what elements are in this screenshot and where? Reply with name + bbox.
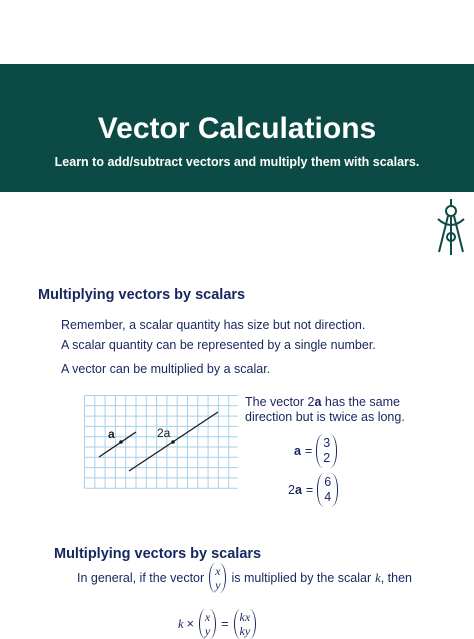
vec-2a-column — [317, 473, 338, 507]
vec-2a-coef: 2 — [288, 483, 295, 497]
vec-2a-equals: = — [305, 483, 314, 497]
section-heading-2: Multiplying vectors by scalars — [54, 546, 262, 562]
desc-line-2: direction but is twice as long. — [245, 410, 405, 424]
vec-2a-top: 6 — [324, 475, 332, 489]
vector-a-midpoint — [119, 440, 123, 444]
formula-kx: kx — [239, 610, 251, 624]
formula-vector — [199, 609, 216, 639]
vector-2a-equation — [288, 473, 338, 507]
desc-suffix: has the same — [321, 395, 400, 409]
formula-x: x — [204, 610, 211, 624]
vector-a-equation — [294, 434, 337, 468]
page-title: Vector Calculations — [97, 112, 377, 145]
text-line-2: A scalar quantity can be represented by a single number. — [61, 338, 376, 352]
general-statement — [77, 563, 412, 593]
vec-a-name: a — [294, 444, 301, 458]
vector-a-label: a — [108, 427, 115, 441]
vector-description — [245, 395, 405, 425]
formula-y: y — [204, 624, 211, 638]
formula-result — [234, 609, 257, 639]
desc-bold: a — [314, 395, 322, 409]
vec-2a-bottom: 4 — [324, 490, 332, 504]
general-scalar: k — [375, 570, 381, 585]
section-heading-1: Multiplying vectors by scalars — [38, 287, 246, 303]
general-vec-top: x — [215, 564, 221, 578]
title-banner — [0, 64, 474, 192]
formula-times: × — [186, 617, 194, 631]
vector-2a-midpoint — [171, 440, 175, 444]
vector-2a-label: 2a — [157, 426, 171, 440]
vec-a-top: 3 — [323, 436, 331, 450]
formula-k: k — [178, 616, 184, 631]
vec-a-bottom: 2 — [323, 451, 331, 465]
vec-a-equals: = — [304, 444, 313, 458]
page-subtitle: Learn to add/subtract vectors and multiply them with scalars. — [54, 155, 420, 169]
formula-ky: ky — [239, 624, 251, 638]
vector-a-line — [99, 432, 136, 457]
vector-grid-diagram — [84, 395, 238, 489]
general-end: , then — [380, 571, 412, 585]
vec-a-column — [316, 434, 337, 468]
text-line-3: A vector can be multiplied by a scalar. — [61, 362, 271, 376]
general-formula — [178, 609, 256, 639]
formula-equals: = — [221, 617, 229, 631]
vec-2a-name: a — [294, 483, 302, 497]
desc-prefix: The vector 2 — [245, 395, 315, 409]
text-line-1: Remember, a scalar quantity has size but not direction. — [61, 318, 366, 332]
general-prefix: In general, if the vector — [77, 571, 205, 585]
general-vector — [209, 563, 226, 593]
general-vec-bottom: y — [215, 578, 221, 592]
compass-icon — [434, 197, 468, 259]
general-mid: is multiplied by the scalar — [231, 571, 372, 585]
